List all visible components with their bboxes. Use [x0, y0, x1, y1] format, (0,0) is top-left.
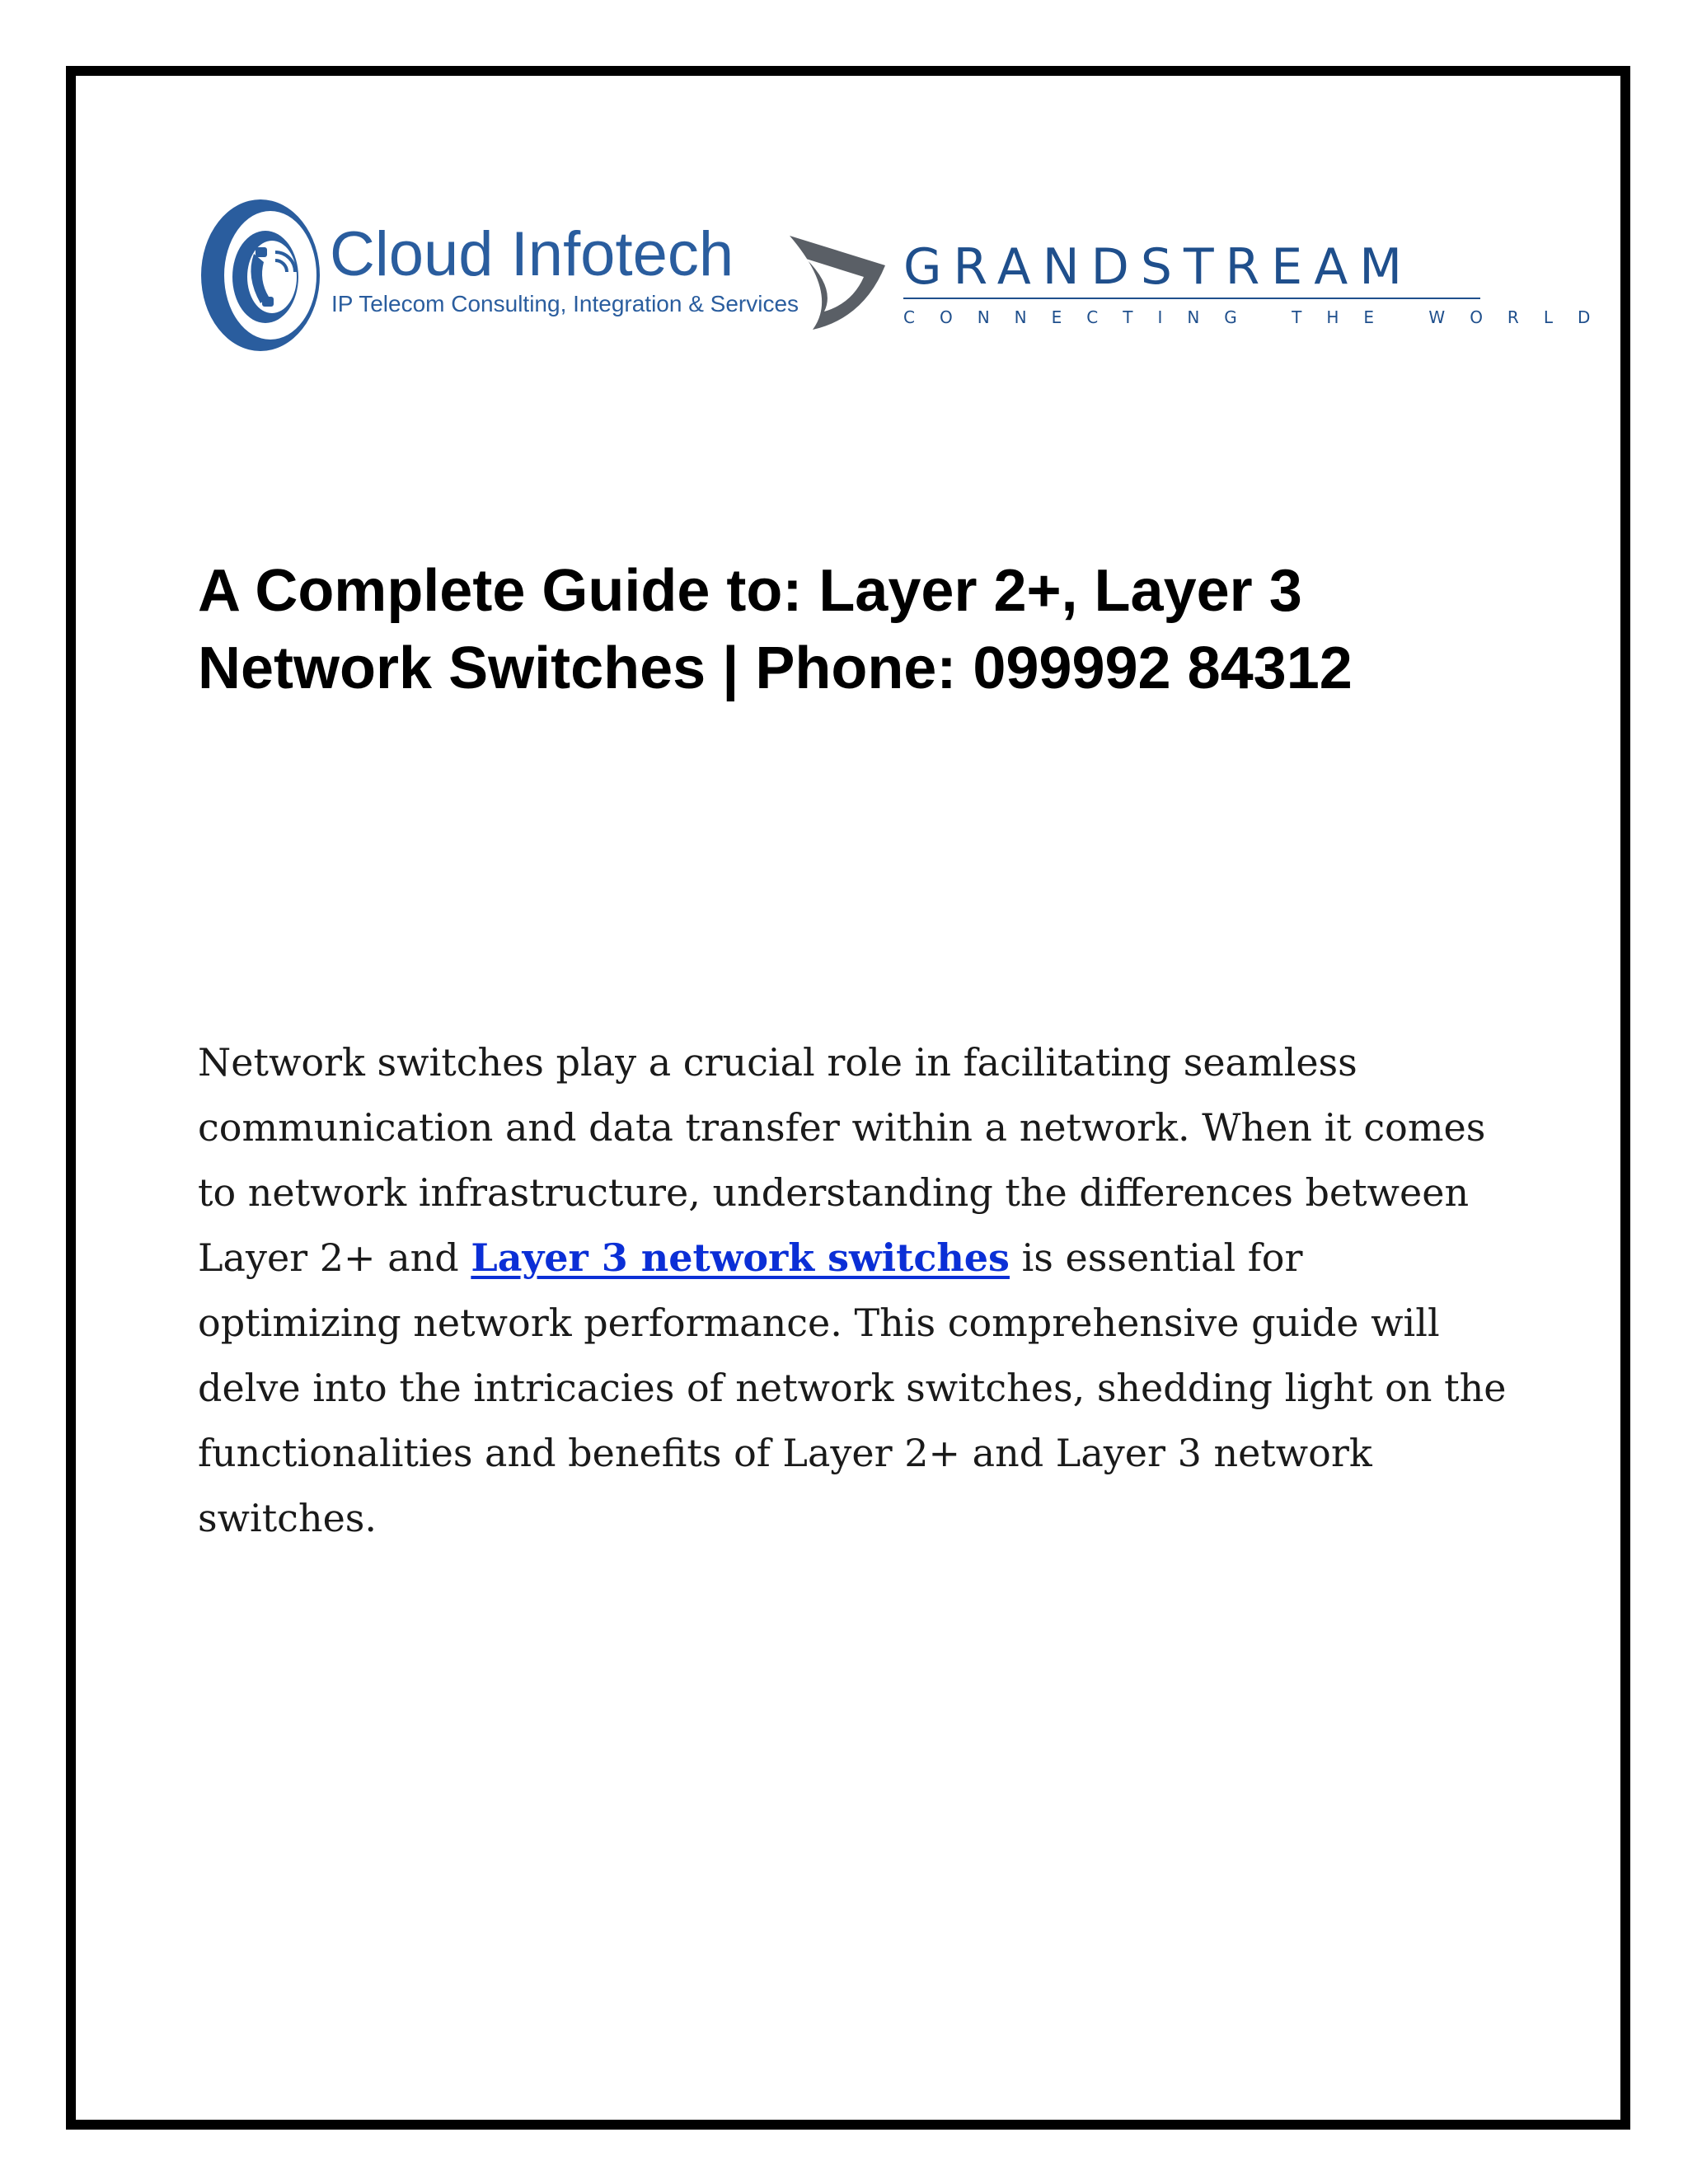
paragraph-text-after-link: is essential for optimizing network performance. This comprehensive guide will delve into the intricacies of network switches, shedding light on the functionalities and benefits of Layer 2+ and Layer 3 network switches.	[198, 1235, 1507, 1540]
page-title: A Complete Guide to: Layer 2+, Layer 3 Network Switches | Phone: 099992 84312	[198, 558, 1353, 701]
cloud-infotech-logo	[196, 194, 799, 359]
grandstream-name: GRANDSTREAM	[903, 238, 1414, 296]
logo-header	[196, 194, 1615, 359]
layer3-switches-link[interactable]: Layer 3 network switches	[471, 1235, 1010, 1280]
cloud-infotech-tagline: IP Telecom Consulting, Integration & Services	[331, 291, 799, 316]
grandstream-tagline: CONNECTING THE WORLD	[903, 307, 1615, 327]
paragraph-text-before-link: Network switches play a crucial role in facilitating seamless communication and data transfer within a network. When it comes to network infrastructure, understanding the differences between Layer 2+ and	[198, 1040, 1486, 1280]
intro-paragraph	[198, 1030, 1517, 1551]
cloud-infotech-name: Cloud Infotech	[330, 219, 734, 289]
grandstream-logo	[788, 227, 1615, 335]
